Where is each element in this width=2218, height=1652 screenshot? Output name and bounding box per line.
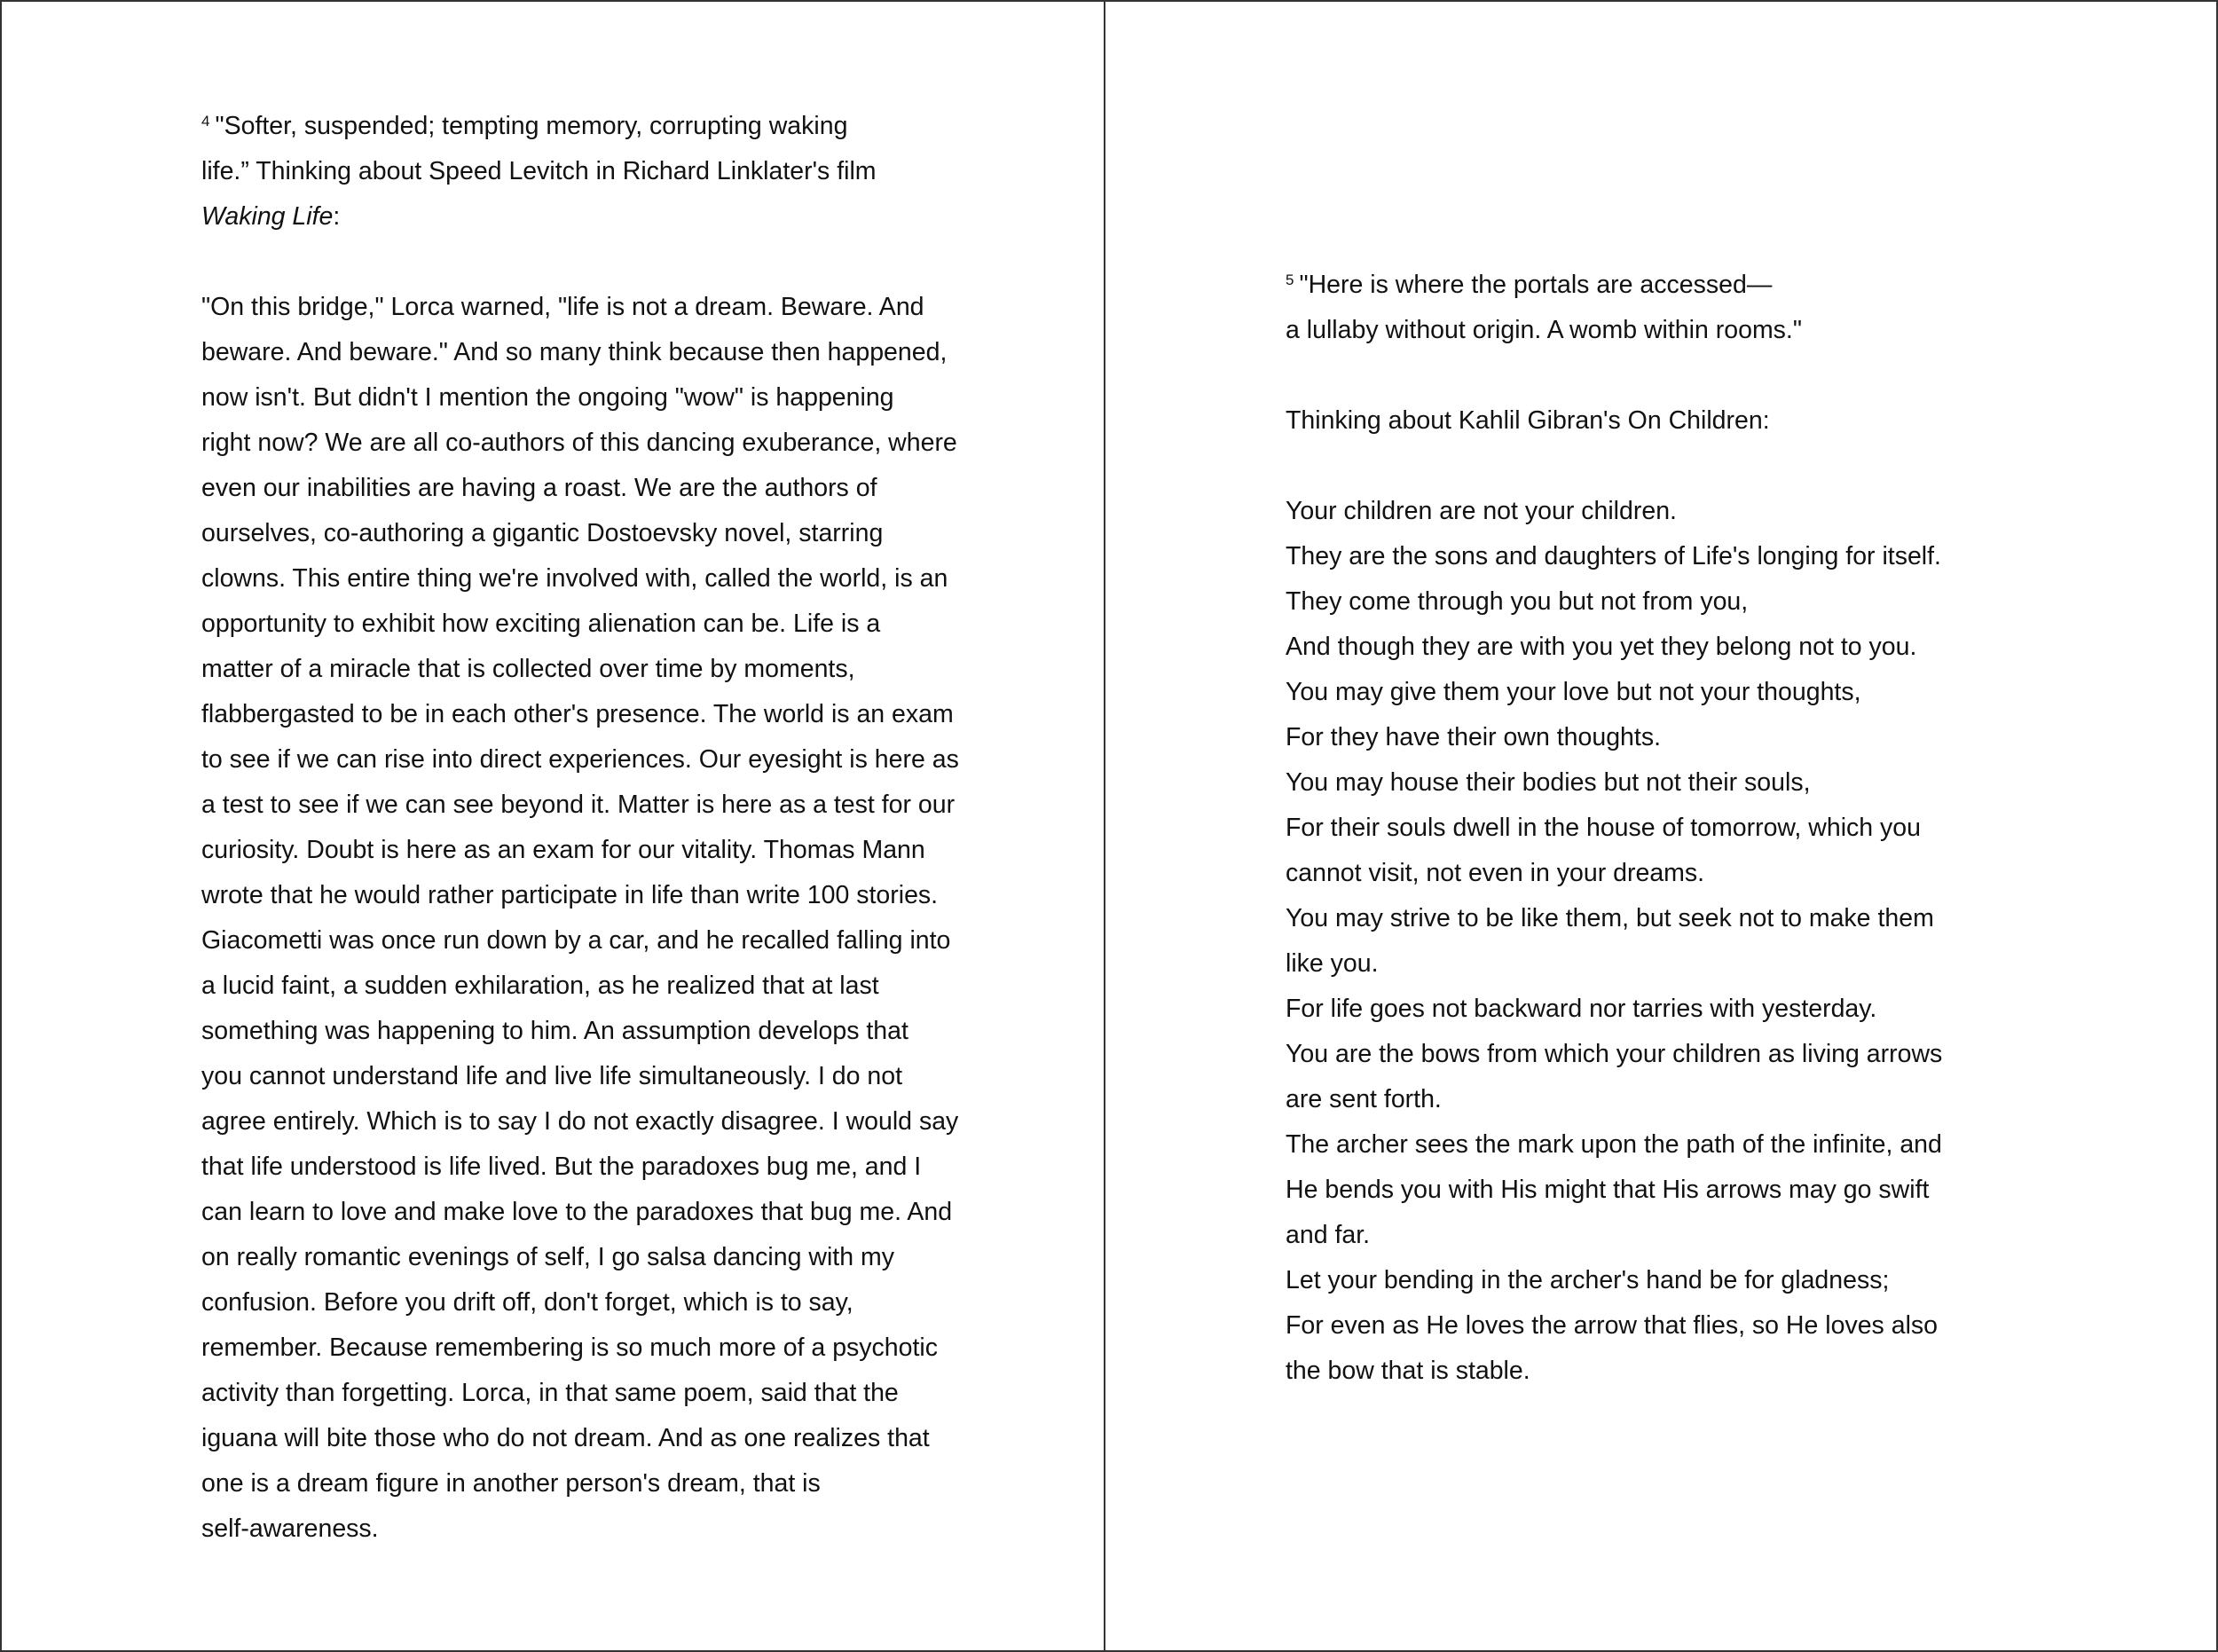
- footnote-5-line-2: a lullaby without origin. A womb within rooms.": [1286, 316, 1802, 344]
- body-text-line: right now? We are all co-authors of this dancing exuberance, where: [201, 429, 957, 457]
- right-page-text: [1286, 263, 1942, 1394]
- left-page-text: [201, 104, 959, 1552]
- film-title-colon: :: [333, 202, 341, 231]
- body-text-line: on really romantic evenings of self, I go salsa dancing with my: [201, 1243, 894, 1271]
- body-text-line: beware. And beware." And so many think because then happened,: [201, 338, 948, 366]
- body-text-line: even our inabilities are having a roast. We are the authors of: [201, 474, 877, 502]
- body-text-line: can learn to love and make love to the paradoxes that bug me. And: [201, 1198, 953, 1226]
- body-text-line: that life understood is life lived. But the paradoxes bug me, and I: [201, 1152, 922, 1181]
- body-text-line: you cannot understand life and live life simultaneously. I do not: [201, 1062, 903, 1090]
- body-text-line: a lucid faint, a sudden exhilaration, as he realized that at last: [201, 972, 879, 1000]
- poem-body: [1286, 489, 1942, 1394]
- body-text-line: wrote that he would rather participate in life than write 100 stories.: [201, 881, 939, 909]
- footnote-4-line-2: life.” Thinking about Speed Levitch in Richard Linklater's film: [201, 157, 877, 185]
- left-body-paragraph: [201, 285, 959, 1552]
- poem-line: Your children are not your children.: [1286, 497, 1677, 525]
- body-text-line: curiosity. Doubt is here as an exam for our vitality. Thomas Mann: [201, 836, 925, 864]
- poem-line: For even as He loves the arrow that flies, so He loves also: [1286, 1311, 1939, 1340]
- footnote-4-text-1: "Softer, suspended; tempting memory, corrupting waking: [215, 112, 848, 140]
- footnote-5-text-1: "Here is where the portals are accessed—: [1299, 271, 1773, 299]
- poem-line: like you.: [1286, 949, 1379, 978]
- film-title: Waking Life: [201, 202, 334, 231]
- poem-line: cannot visit, not even in your dreams.: [1286, 859, 1705, 887]
- footnote-4-line-1: [201, 104, 959, 149]
- poem-line: For their souls dwell in the house of tomorrow, which you: [1286, 814, 1922, 842]
- body-text-line: to see if we can rise into direct experiences. Our eyesight is here as: [201, 745, 959, 774]
- body-text-line: activity than forgetting. Lorca, in that same poem, said that the: [201, 1379, 899, 1407]
- footnote-5-number: 5: [1286, 271, 1294, 288]
- paragraph-gap: [201, 240, 959, 285]
- body-text-line: confusion. Before you drift off, don't forget, which is to say,: [201, 1288, 853, 1317]
- poem-line: And though they are with you yet they belong not to you.: [1286, 633, 1917, 661]
- poem-line: and far.: [1286, 1221, 1371, 1249]
- poem-line: You may house their bodies but not their souls,: [1286, 768, 1811, 797]
- body-text-line: flabbergasted to be in each other's presence. The world is an exam: [201, 700, 954, 728]
- body-text-line: something was happening to him. An assumption develops that: [201, 1017, 908, 1045]
- footnote-4-number: 4: [201, 113, 210, 130]
- body-text-line: iguana will bite those who do not dream. And as one realizes that: [201, 1424, 930, 1452]
- right-page: [1105, 0, 2218, 1652]
- poem-line: are sent forth.: [1286, 1085, 1442, 1113]
- footnote-5-line-1: [1286, 263, 1942, 308]
- poem-line: The archer sees the mark upon the path of the infinite, and: [1286, 1130, 1942, 1159]
- body-text-line: remember. Because remembering is so much more of a psychotic: [201, 1333, 939, 1362]
- body-text-line: now isn't. But didn't I mention the ongoing "wow" is happening: [201, 383, 894, 412]
- left-page: [0, 0, 1104, 1652]
- body-text-line: ourselves, co-authoring a gigantic Dostoevsky novel, starring: [201, 519, 884, 547]
- poem-line: Let your bending in the archer's hand be for gladness;: [1286, 1266, 1890, 1294]
- paragraph-gap: [1286, 353, 1942, 398]
- poem-line: the bow that is stable.: [1286, 1357, 1530, 1385]
- poem-line: They come through you but not from you,: [1286, 587, 1749, 616]
- poem-line: They are the sons and daughters of Life's longing for itself.: [1286, 542, 1941, 570]
- poem-line: For they have their own thoughts.: [1286, 723, 1661, 751]
- poem-heading: Thinking about Kahlil Gibran's On Children:: [1286, 406, 1770, 435]
- poem-line: He bends you with His might that His arrows may go swift: [1286, 1176, 1930, 1204]
- poem-line: You may give them your love but not your thoughts,: [1286, 678, 1861, 706]
- body-text-line: "On this bridge," Lorca warned, "life is not a dream. Beware. And: [201, 293, 924, 321]
- body-text-line: one is a dream figure in another person's dream, that is: [201, 1469, 821, 1498]
- body-text-line: agree entirely. Which is to say I do not exactly disagree. I would say: [201, 1107, 959, 1136]
- body-text-line: a test to see if we can see beyond it. Matter is here as a test for our: [201, 791, 956, 819]
- paragraph-gap: [1286, 444, 1942, 489]
- body-text-line: Giacometti was once run down by a car, and he recalled falling into: [201, 926, 951, 955]
- body-text-line: matter of a miracle that is collected over time by moments,: [201, 655, 855, 683]
- poem-line: For life goes not backward nor tarries with yesterday.: [1286, 995, 1877, 1023]
- footnote-4-line-3: [201, 194, 959, 240]
- body-text-line: self-awareness.: [201, 1514, 379, 1543]
- body-text-line: clowns. This entire thing we're involved with, called the world, is an: [201, 564, 948, 593]
- body-text-line: opportunity to exhibit how exciting alienation can be. Life is a: [201, 610, 881, 638]
- poem-line: You may strive to be like them, but seek not to make them: [1286, 904, 1934, 932]
- poem-line: You are the bows from which your children as living arrows: [1286, 1040, 1943, 1068]
